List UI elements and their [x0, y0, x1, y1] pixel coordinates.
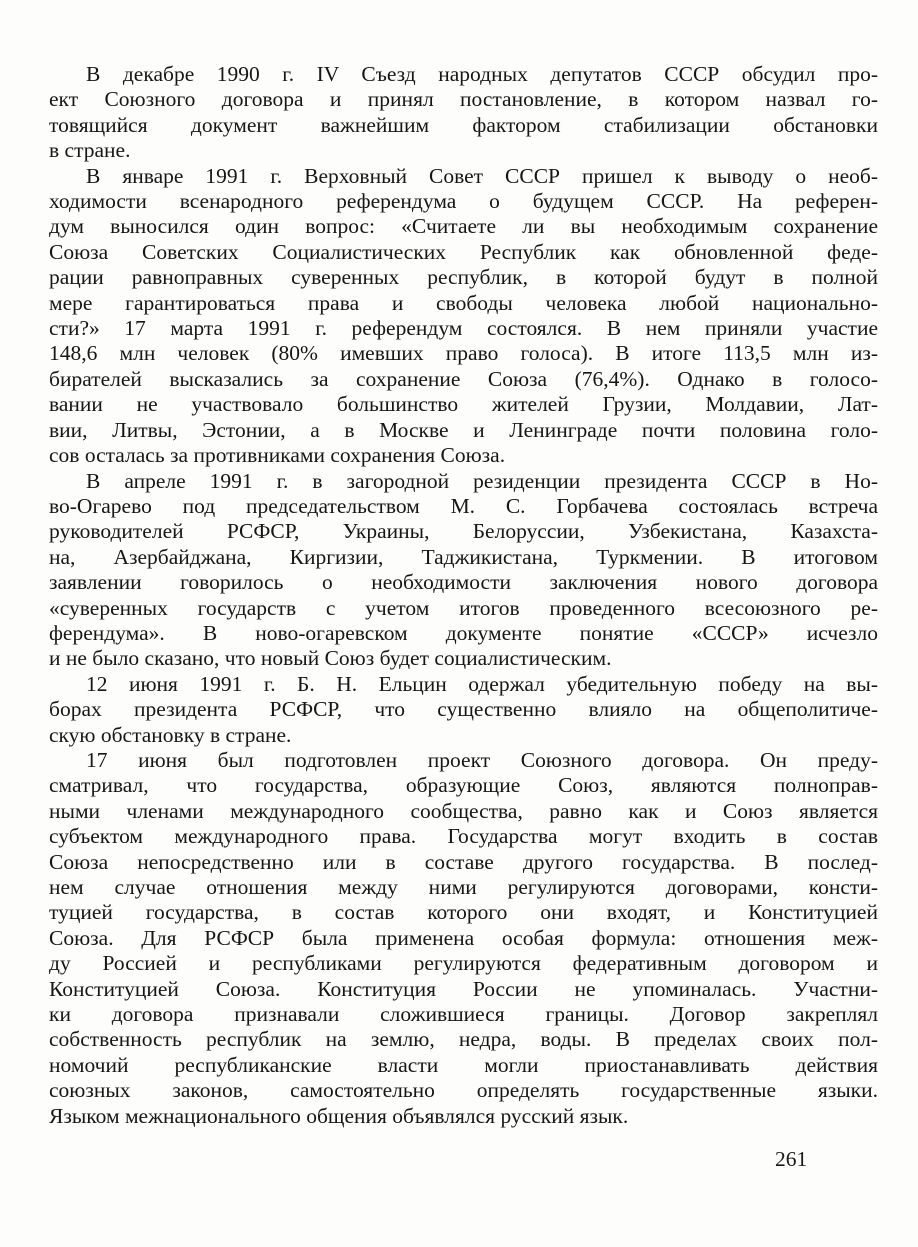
text-line: Союза. Для РСФСР была применена особая формула: отношения меж- — [49, 925, 878, 950]
text-line: В декабре 1990 г. IV Съезд народных депутатов СССР обсудил про- — [86, 62, 878, 86]
text-line: борах президента РСФСР, что существенно влияло на общеполитиче- — [49, 697, 878, 722]
paragraph-january-1991-referendum — [49, 164, 878, 469]
text-line: ферендума». В ново-огаревском документе понятие «СССР» исчезло — [49, 620, 878, 645]
text-line: Конституцией Союза. Конституция России не упоминалась. Участни- — [49, 976, 878, 1001]
paragraph-june-17-1991-union-treaty — [49, 748, 878, 1129]
text-line: рации равноправных суверенных республик, в которой будут в полной — [49, 265, 878, 290]
text-line: номочий республиканские власти могли приостанавливать действия — [49, 1052, 878, 1077]
text-line: нем случае отношения между ними регулируются договорами, консти- — [49, 875, 878, 899]
text-line: В январе 1991 г. Верховный Совет СССР пришел к выводу о необ- — [86, 163, 878, 188]
text-line: 148,6 млн человек (80% имевших право голоса). В итоге 113,5 млн из- — [49, 341, 878, 366]
text-line: собственность республик на землю, недра, воды. В пределах своих пол- — [49, 1027, 878, 1052]
text-line: сов осталась за противниками сохранения Союза. — [49, 443, 506, 468]
text-line: туцией государства, в состав которого они входят, и Конституцией — [49, 900, 878, 925]
text-line: дум выносился один вопрос: «Считаете ли вы необходимым сохранение — [49, 214, 878, 239]
text-line: союзных законов, самостоятельно определять государственные языки. — [49, 1078, 878, 1103]
text-line: Языком межнационального общения объявлялся русский язык. — [49, 1103, 629, 1128]
text-line: Союза Советских Социалистических Республик как обновленной феде- — [49, 239, 878, 264]
text-line: субъектом международного права. Государства могут входить в состав — [49, 824, 878, 849]
text-line: вании не участвовало большинство жителей Грузии, Молдавии, Лат- — [49, 392, 878, 417]
text-line: Союза непосредственно или в составе другого государства. В послед- — [49, 849, 878, 874]
text-line: сматривал, что государства, образующие Союз, являются полноправ- — [49, 773, 878, 798]
text-line: в стране. — [49, 138, 131, 163]
paragraph-june-12-1991-yeltsin — [49, 672, 878, 748]
text-line: и не было сказано, что новый Союз будет социалистическим. — [49, 646, 612, 671]
text-line: товящийся документ важнейшим фактором стабилизации обстановки — [49, 112, 878, 137]
text-line: ду Россией и республиками регулируются федеративным договором и — [49, 951, 878, 976]
text-line: мере гарантироваться права и свободы человека любой национально- — [49, 290, 878, 315]
paragraph-december-1990 — [49, 62, 878, 164]
text-line: во-Огарево под председательством М. С. Горбачева состоялась встреча — [49, 493, 878, 518]
text-line: сти?» 17 марта 1991 г. референдум состоялся. В нем приняли участие — [49, 316, 878, 341]
text-line: вии, Литвы, Эстонии, а в Москве и Ленинграде почти половина голо- — [49, 417, 878, 442]
text-block — [49, 62, 878, 1129]
page-number: 261 — [775, 1147, 808, 1171]
text-line: скую обстановку в стране. — [49, 722, 292, 747]
text-line: бирателей высказались за сохранение Союза (76,4%). Однако в голосо- — [49, 366, 878, 391]
text-line: ходимости всенародного референдума о будущем СССР. На референ- — [49, 189, 878, 214]
text-line: ными членами международного сообщества, равно как и Союз является — [49, 798, 878, 823]
text-line: 17 июня был подготовлен проект Союзного договора. Он преду- — [86, 747, 878, 772]
text-line: руководителей РСФСР, Украины, Белоруссии, Узбекистана, Казахста- — [49, 519, 878, 544]
text-line: 12 июня 1991 г. Б. Н. Ельцин одержал убедительную победу на вы- — [86, 671, 878, 696]
text-line: «суверенных государств с учетом итогов проведенного всесоюзного ре- — [49, 595, 878, 620]
text-line: В апреле 1991 г. в загородной резиденции президента СССР в Но- — [86, 468, 878, 493]
text-line: на, Азербайджана, Киргизии, Таджикистана, Туркмении. В итоговом — [49, 544, 878, 569]
text-line: ки договора признавали сложившиеся границы. Договор закреплял — [49, 1002, 878, 1027]
paragraph-april-1991-novo-ogaryovo — [49, 469, 878, 672]
text-line: ект Союзного договора и принял постановление, в котором назвал го- — [49, 87, 878, 112]
text-line: заявлении говорилось о необходимости заключения нового договора — [49, 570, 878, 595]
